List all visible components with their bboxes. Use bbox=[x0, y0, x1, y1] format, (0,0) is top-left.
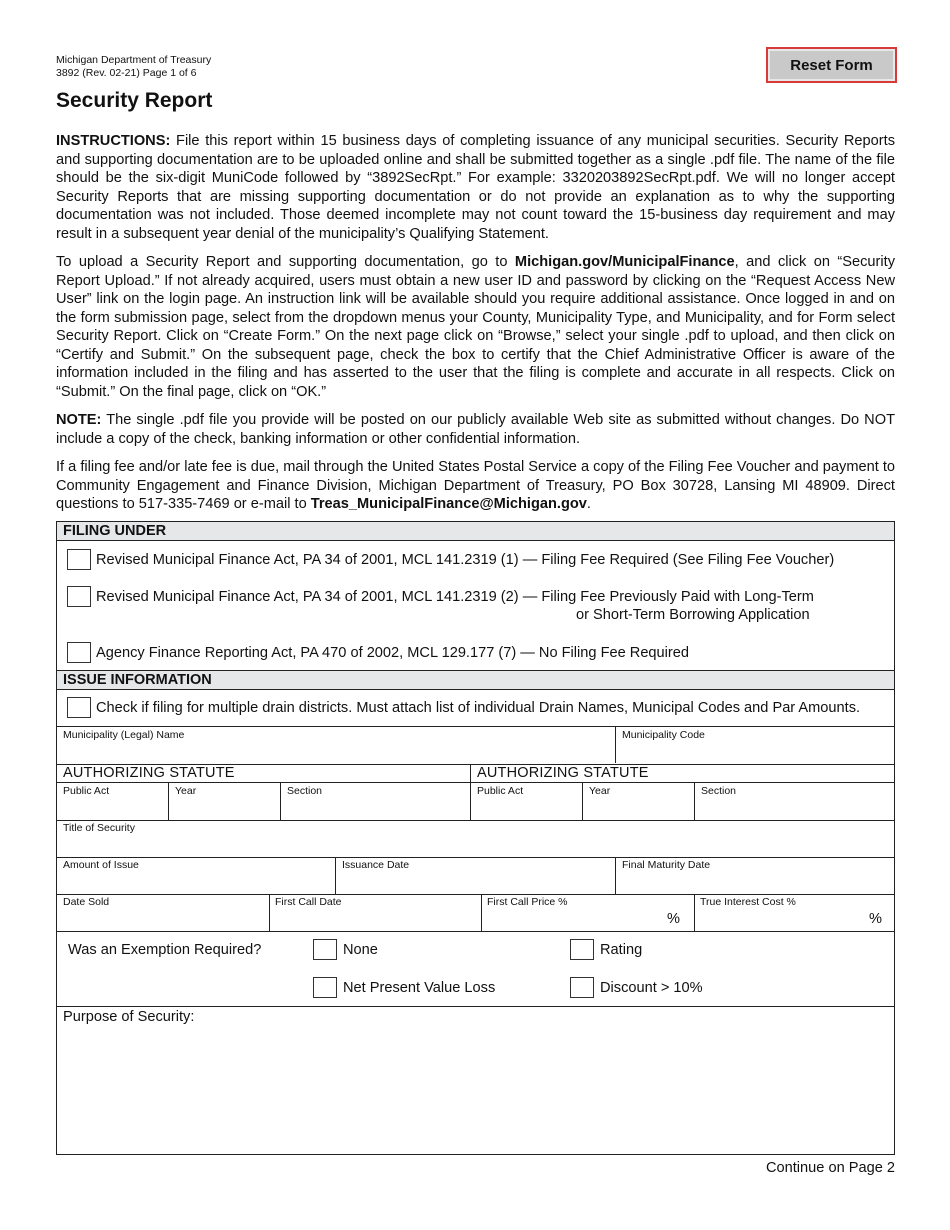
municipality-code-label: Municipality Code bbox=[622, 729, 705, 741]
section-label-right: Section bbox=[701, 785, 737, 797]
exemption-none-checkbox[interactable] bbox=[313, 939, 337, 960]
divider bbox=[57, 782, 894, 783]
divider bbox=[168, 782, 169, 820]
option3-label: Agency Finance Reporting Act, PA 470 of 2002, MCL 129.177 (7) — No Filing Fee Required bbox=[96, 645, 689, 661]
exemption-npv-loss-label: Net Present Value Loss bbox=[343, 980, 496, 996]
true-interest-cost-percent: % bbox=[869, 911, 882, 927]
exemption-rating-label: Rating bbox=[600, 942, 643, 958]
instructions-paragraph bbox=[56, 132, 895, 243]
upload-text-b: , and click on “Security Report Upload.” If not already acquired, users must obtain a new user ID and password by clicking on the “Request Access New User” link on the login page. An instruction link will be available should you require additional assistance. Once logged in and on the form submission page, select from the dropdown menus your County, Municipality Type, and Municipality, and for Form select Security Report. Click on “Create Form.” On the next page click on “Browse,” select your single .pdf to upload, and then click on “Certify and Submit.” On the subsequent page, check the box to certify that the Chief Administrative Officer is aware of the information included in the filing and has asserted to the user that the filing is complete and accurate in all respects. Click on “Submit.” On the final page, click on “OK.” bbox=[56, 254, 895, 400]
section-input-right[interactable] bbox=[701, 798, 891, 816]
divider bbox=[694, 782, 695, 820]
instructions-text: File this report within 15 business days of completing issuance of any municipal securities. Security Reports and supporting documentation are to be uploaded online and shall be submitted together as a single .pdf file. The name of the file should be the six-digit MuniCode followed by “3892SecRpt.” For example: 3320203892SecRpt.pdf. We will no longer accept Security Reports that are missing supporting documentation or do not provide an explanation as to why the supporting documentation was not included. Those deemed incomplete may not count toward the 15-business day requirement and may result in a subsequent year denial of the municipality’s Qualifying Statement. bbox=[56, 133, 895, 242]
final-maturity-date-label: Final Maturity Date bbox=[622, 859, 711, 871]
agency-name: Michigan Department of Treasury bbox=[56, 54, 212, 66]
section-label-left: Section bbox=[287, 785, 323, 797]
year-input-right[interactable] bbox=[589, 798, 691, 816]
divider bbox=[470, 764, 471, 820]
issue-information-heading: ISSUE INFORMATION bbox=[57, 671, 894, 690]
issuance-date-label: Issuance Date bbox=[342, 859, 410, 871]
option2-label-line1: Revised Municipal Finance Act, PA 34 of 2001, MCL 141.2319 (2) — Filing Fee Previously Paid with Long-Term bbox=[96, 589, 814, 605]
exemption-none-label: None bbox=[343, 942, 378, 958]
exemption-npv-loss-checkbox[interactable] bbox=[313, 977, 337, 998]
purpose-of-security-textarea[interactable] bbox=[63, 1028, 889, 1150]
upload-text-a: To upload a Security Report and supporting documentation, go to bbox=[56, 254, 515, 270]
divider bbox=[615, 726, 616, 763]
issuance-date-input[interactable] bbox=[342, 872, 610, 890]
divider bbox=[615, 857, 616, 894]
divider bbox=[57, 857, 894, 858]
municipality-name-label: Municipality (Legal) Name bbox=[63, 729, 185, 741]
public-act-label-right: Public Act bbox=[477, 785, 524, 797]
divider bbox=[57, 931, 894, 932]
municipality-code-input[interactable] bbox=[622, 742, 890, 760]
fee-paragraph bbox=[56, 458, 895, 514]
contact-email-link[interactable]: Treas_MunicipalFinance@Michigan.gov bbox=[310, 496, 587, 512]
section-input-left[interactable] bbox=[287, 798, 467, 816]
note-lead: NOTE: bbox=[56, 412, 102, 428]
divider bbox=[57, 894, 894, 895]
exemption-discount-checkbox[interactable] bbox=[570, 977, 594, 998]
divider bbox=[57, 726, 894, 727]
purpose-of-security-label: Purpose of Security: bbox=[63, 1009, 195, 1025]
exemption-rating-checkbox[interactable] bbox=[570, 939, 594, 960]
date-sold-input[interactable] bbox=[63, 909, 265, 927]
authorizing-statute-heading-left: AUTHORIZING STATUTE bbox=[63, 765, 235, 781]
title-of-security-input[interactable] bbox=[63, 835, 889, 853]
instructions-lead: INSTRUCTIONS: bbox=[56, 133, 171, 149]
multi-drain-label: Check if filing for multiple drain districts. Must attach list of individual Drain Names, Municipal Codes and Par Amounts. bbox=[96, 700, 861, 716]
date-sold-label: Date Sold bbox=[63, 896, 110, 908]
option2-checkbox[interactable] bbox=[67, 586, 91, 607]
option3-checkbox[interactable] bbox=[67, 642, 91, 663]
public-act-input-left[interactable] bbox=[63, 798, 165, 816]
divider bbox=[280, 782, 281, 820]
public-act-input-right[interactable] bbox=[477, 798, 579, 816]
year-input-left[interactable] bbox=[175, 798, 277, 816]
exemption-discount-label: Discount > 10% bbox=[600, 980, 703, 996]
first-call-price-label: First Call Price % bbox=[487, 896, 568, 908]
page-title: Security Report bbox=[56, 89, 213, 112]
amount-of-issue-input[interactable] bbox=[63, 872, 331, 890]
first-call-price-percent: % bbox=[667, 911, 680, 927]
authorizing-statute-heading-right: AUTHORIZING STATUTE bbox=[477, 765, 649, 781]
fee-text-a: If a filing fee and/or late fee is due, mail through the United States Postal Service a copy of the Filing Fee Voucher and payment to Community Engagement and Finance Division, Michigan Department of Treasury, PO Box 30728, Lansing MI 48909. Direct questions to 517-335-7469 or e-mail to bbox=[56, 459, 895, 512]
divider bbox=[57, 1006, 894, 1007]
filing-under-heading: FILING UNDER bbox=[57, 522, 894, 541]
public-act-label-left: Public Act bbox=[63, 785, 110, 797]
form-number: 3892 (Rev. 02-21) Page 1 of 6 bbox=[56, 67, 197, 79]
true-interest-cost-input[interactable] bbox=[700, 909, 865, 927]
first-call-date-input[interactable] bbox=[275, 909, 477, 927]
municipality-name-input[interactable] bbox=[63, 742, 611, 760]
option1-label: Revised Municipal Finance Act, PA 34 of 2001, MCL 141.2319 (1) — Filing Fee Required (See Filing Fee Voucher) bbox=[96, 552, 835, 568]
note-text: The single .pdf file you provide will be posted on our publicly available Web site as submitted without changes. Do NOT include a copy of the check, banking information or other confidential information. bbox=[56, 412, 895, 447]
true-interest-cost-label: True Interest Cost % bbox=[700, 896, 796, 908]
exemption-question: Was an Exemption Required? bbox=[68, 942, 262, 958]
option2-label-line2: or Short-Term Borrowing Application bbox=[576, 607, 810, 623]
divider bbox=[582, 782, 583, 820]
title-of-security-label: Title of Security bbox=[63, 822, 135, 834]
amount-of-issue-label: Amount of Issue bbox=[63, 859, 139, 871]
divider bbox=[335, 857, 336, 894]
divider bbox=[57, 820, 894, 821]
multi-drain-checkbox[interactable] bbox=[67, 697, 91, 718]
continue-on-page-2: Continue on Page 2 bbox=[765, 1160, 895, 1176]
year-label-right: Year bbox=[589, 785, 611, 797]
security-report-form bbox=[56, 521, 895, 1155]
municipal-finance-link[interactable]: Michigan.gov/MunicipalFinance bbox=[514, 254, 735, 270]
reset-form-button[interactable]: Reset Form bbox=[766, 47, 897, 83]
first-call-price-input[interactable] bbox=[487, 909, 662, 927]
divider bbox=[481, 894, 482, 931]
first-call-date-label: First Call Date bbox=[275, 896, 342, 908]
divider bbox=[694, 894, 695, 931]
divider bbox=[269, 894, 270, 931]
fee-text-b: . bbox=[586, 496, 591, 512]
option1-checkbox[interactable] bbox=[67, 549, 91, 570]
final-maturity-date-input[interactable] bbox=[622, 872, 890, 890]
upload-paragraph bbox=[56, 253, 895, 401]
year-label-left: Year bbox=[175, 785, 197, 797]
note-paragraph bbox=[56, 411, 895, 448]
